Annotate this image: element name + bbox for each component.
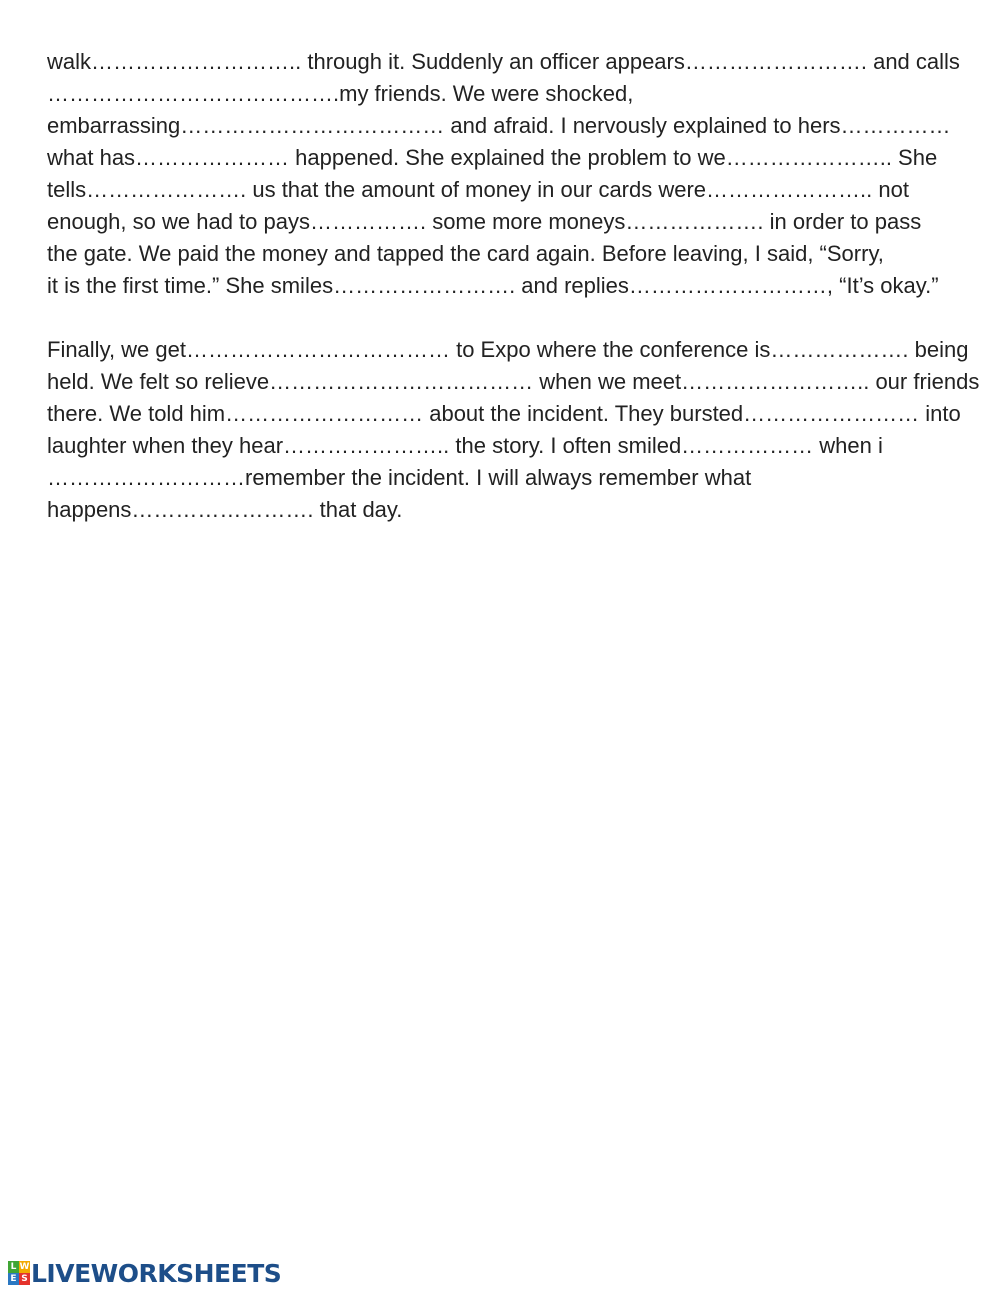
text-line: it is the first time.” She smiles……………………. and replies………………………, “It’s okay.” xyxy=(47,273,939,298)
text-line: tells…………………. us that the amount of money in our cards were………………….. not xyxy=(47,177,909,202)
text-line: laughter when they hear………………….. the story. I often smiled……………… when i xyxy=(47,433,883,458)
liveworksheets-icon xyxy=(8,1261,30,1285)
brand-name: LIVEWORKSHEETS xyxy=(31,1258,282,1288)
text-line: there. We told him……………………… about the incident. They bursted…………………… into xyxy=(47,401,961,426)
text-line: held. We felt so relieve……………………………… when we meet…………………….. our friends xyxy=(47,369,980,394)
text-line: ………………………remember the incident. I will always remember what xyxy=(47,465,752,490)
worksheet-text xyxy=(47,46,980,526)
liveworksheets-logo xyxy=(8,1256,281,1290)
text-line: the gate. We paid the money and tapped the card again. Before leaving, I said, “Sorry, xyxy=(47,241,884,266)
paragraph-1 xyxy=(47,46,960,302)
text-line: embarrassing……………………………… and afraid. I nervously explained to hers…………… xyxy=(47,113,951,138)
paragraph-gap xyxy=(47,302,952,334)
text-line: ………………………………….my friends. We were shocked, xyxy=(47,81,634,106)
paragraph-2 xyxy=(47,334,980,526)
logo-tile-w: W xyxy=(19,1262,30,1272)
logo-tile-e: E xyxy=(8,1273,19,1285)
text-line: Finally, we get……………………………… to Expo where the conference is………………. being xyxy=(47,337,969,362)
text-line: happens……………………. that day. xyxy=(47,497,403,522)
text-line: enough, so we had to pays……………. some more moneys………………. in order to pass xyxy=(47,209,922,234)
text-line: walk……………………….. through it. Suddenly an officer appears……………………. and calls xyxy=(47,49,960,74)
logo-tile-l: L xyxy=(8,1261,19,1273)
text-line: what has………………… happened. She explained the problem to we………………….. She xyxy=(47,145,938,170)
logo-tile-s: S xyxy=(19,1273,30,1285)
